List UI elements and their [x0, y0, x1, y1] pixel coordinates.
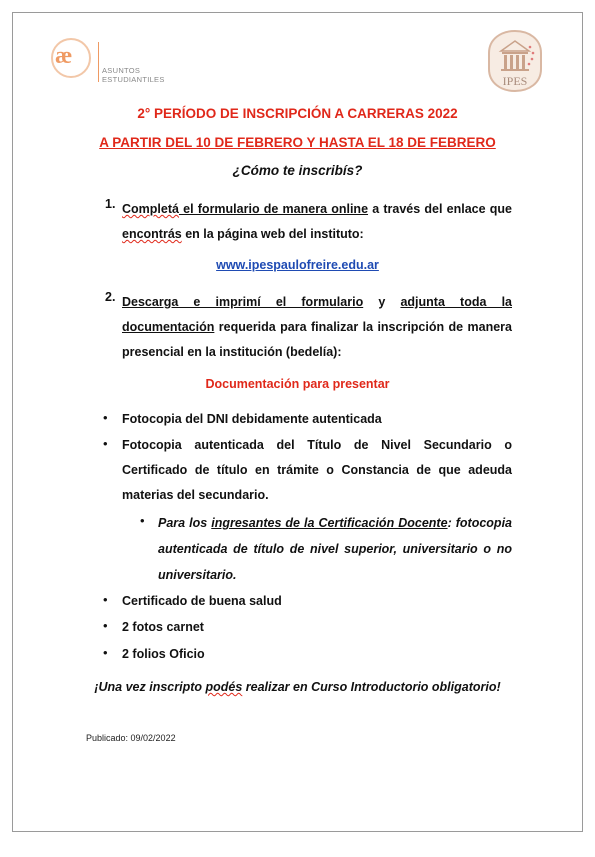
logo-text-line1: ASUNTOS: [102, 66, 141, 75]
ipes-crest-text: IPES: [502, 74, 528, 88]
bullet-icon: •: [103, 645, 108, 660]
sub-seg3: : fotocopia autenticada de título de nivel superior, universitario o no universitario.: [158, 516, 512, 582]
sub-bullet-icon: •: [140, 513, 145, 528]
bullet-salud: Certificado de buena salud: [122, 594, 282, 608]
documentation-heading: Documentación para presentar: [205, 377, 390, 391]
title-dates: A PARTIR DEL 10 DE FEBRERO Y HASTA EL 18 DE FEBRERO: [99, 135, 496, 150]
step1-number: 1.: [105, 197, 116, 211]
bullet-icon: •: [103, 410, 108, 425]
step2-text: [122, 290, 512, 365]
sub-seg2: ingresantes de la Certificación Docente: [211, 516, 448, 530]
step2-seg4: requerida para finalizar la inscripción de manera presencial en la institución (bedelía):: [122, 320, 512, 359]
ipes-crest-icon: [485, 29, 545, 93]
sub-bullet-certificacion: [158, 510, 512, 588]
bullet-folios: 2 folios Oficio: [122, 647, 205, 661]
document-page: [12, 12, 583, 832]
step2-seg3: adjunta toda la documentación: [122, 295, 512, 334]
step1-seg3: a través del enlace que: [368, 202, 512, 216]
step1-seg2: el formulario de manera online: [178, 202, 369, 216]
step2-number: 2.: [105, 290, 116, 304]
institute-link[interactable]: www.ipespaulofreire.edu.ar: [216, 258, 379, 272]
logo-text-line2: ESTUDIANTILES: [102, 75, 165, 84]
bullet-icon: •: [103, 436, 108, 451]
bullet-dni: Fotocopia del DNI debidamente autenticada: [122, 412, 382, 426]
closing-seg2: podés: [205, 680, 243, 694]
asuntos-estudiantiles-logo: [51, 38, 181, 90]
question-heading: ¿Cómo te inscribís?: [232, 163, 363, 178]
bullet-icon: •: [103, 592, 108, 607]
closing-seg1: ¡Una vez inscripto: [94, 680, 206, 694]
step1-seg5: en la página web del instituto:: [181, 227, 364, 241]
title-period: 2° PERÍODO DE INSCRIPCIÓN A CARRERAS 2022: [137, 106, 458, 121]
published-date: Publicado: 09/02/2022: [86, 733, 176, 743]
bullet-fotos: 2 fotos carnet: [122, 620, 204, 634]
step1-text: [122, 197, 512, 247]
sub-seg1: Para los: [158, 516, 212, 530]
closing-seg3: realizar en Curso Introductorio obligatorio!: [242, 680, 501, 694]
logo-divider: [98, 42, 99, 82]
step1-seg4: encontrás: [122, 227, 182, 241]
step1-seg1: Completá: [122, 202, 179, 216]
bullet-icon: •: [103, 618, 108, 633]
step2-seg2: y: [363, 295, 401, 309]
closing-text: [13, 680, 582, 694]
logo-mark: æ: [55, 43, 70, 69]
step2-seg1: Descarga e imprimí el formulario: [122, 295, 364, 309]
bullet-titulo: Fotocopia autenticada del Título de Nivel Secundario o Certificado de título en trámite o Constancia de que adeuda materias del secundario.: [122, 438, 512, 502]
